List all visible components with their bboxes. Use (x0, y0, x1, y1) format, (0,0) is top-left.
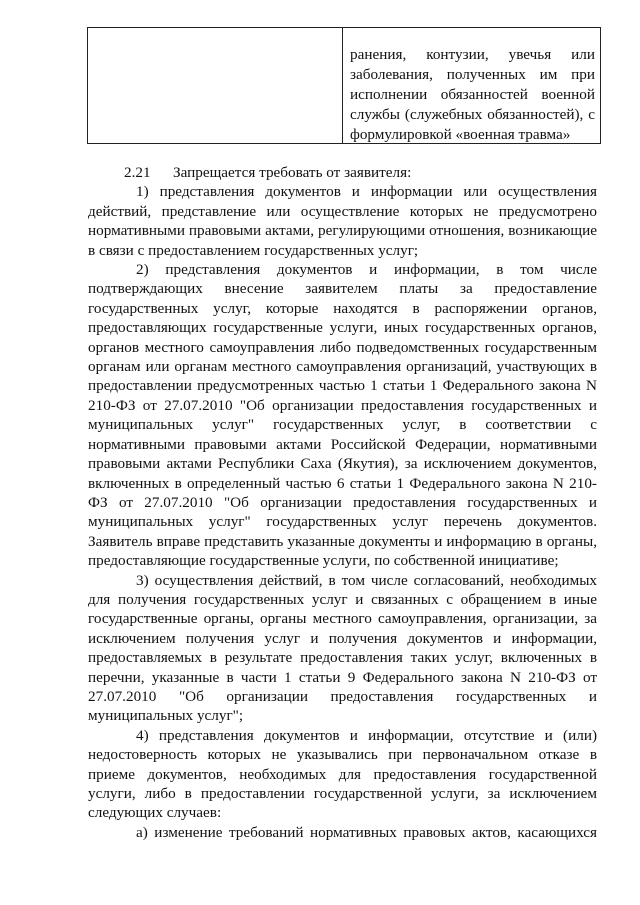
paragraph-item-4a: а) изменение требований нормативных правовых актов, касающихся (136, 823, 597, 841)
table-column-divider (342, 28, 343, 143)
paragraph-item-4: 4) представления документов и информации, отсутствие и (или) недостоверность которых не указывались при первоначальном отказе в приеме документов, необходимых для предоставления государственной услуги, либо в предоставлении государственной услуги, за исключением следующих случаев: (88, 726, 597, 822)
section-number: 2.21 (124, 164, 151, 181)
paragraph-item-1: 1) представления документов и информации или осуществления действий, представление или осуществление которых не предусмотрено нормативными правовыми актами, регулирующими отношения, возникающие в связи с предоставлением государственных услуг; (88, 183, 597, 259)
table-fragment (87, 27, 601, 144)
section-heading (88, 163, 597, 182)
section-body (88, 163, 597, 842)
paragraph-item-3: 3) осуществления действий, в том числе согласований, необходимых для получения государственных услуг и связанных с обращением в иные государственные органы, органы местного самоуправления, организации, за исключением получения услуг и получения документов и информации, предоставляемых в результате предоставления таких услуг, включенных в перечни, указанные в части 1 статьи 9 Федерального закона N 210-ФЗ от 27.07.2010 "Об организации предоставления государственных и муниципальных услуг"; (88, 571, 597, 725)
paragraph-item-2: 2) представления документов и информации, в том числе подтверждающих внесение заявителем платы за предоставление государственных услуг, которые находятся в распоряжении органов, предоставляющих государственные услуги, иных государственных органов, органов местного самоуправления либо подведомственных государственным органам или органам местного самоуправления организаций, участвующих в предоставлении предусмотренных частью 1 статьи 1 Федерального закона N 210-ФЗ от 27.07.2010 "Об организации предоставления государственных и муниципальных услуг" государственных услуг, в соответствии с нормативными правовыми актами Российской Федерации, нормативными правовыми актами Республики Саха (Якутия), за исключением документов, включенных в определенный частью 6 статьи 1 Федерального закона N 210-ФЗ от 27.07.2010 "Об организации предоставления государственных и муниципальных услуг" государственных услуг перечень документов. Заявитель вправе представить указанные документы и информацию в органы, предоставляющие государственные услуги, по собственной инициативе; (88, 261, 597, 570)
table-cell-right: ранения, контузии, увечья или заболевания, полученных им при исполнении обязанностей военной службы (служебных обязанностей), с формулировкой «военная травма» (350, 46, 595, 143)
section-heading-text: Запрещается требовать от заявителя: (173, 164, 412, 181)
